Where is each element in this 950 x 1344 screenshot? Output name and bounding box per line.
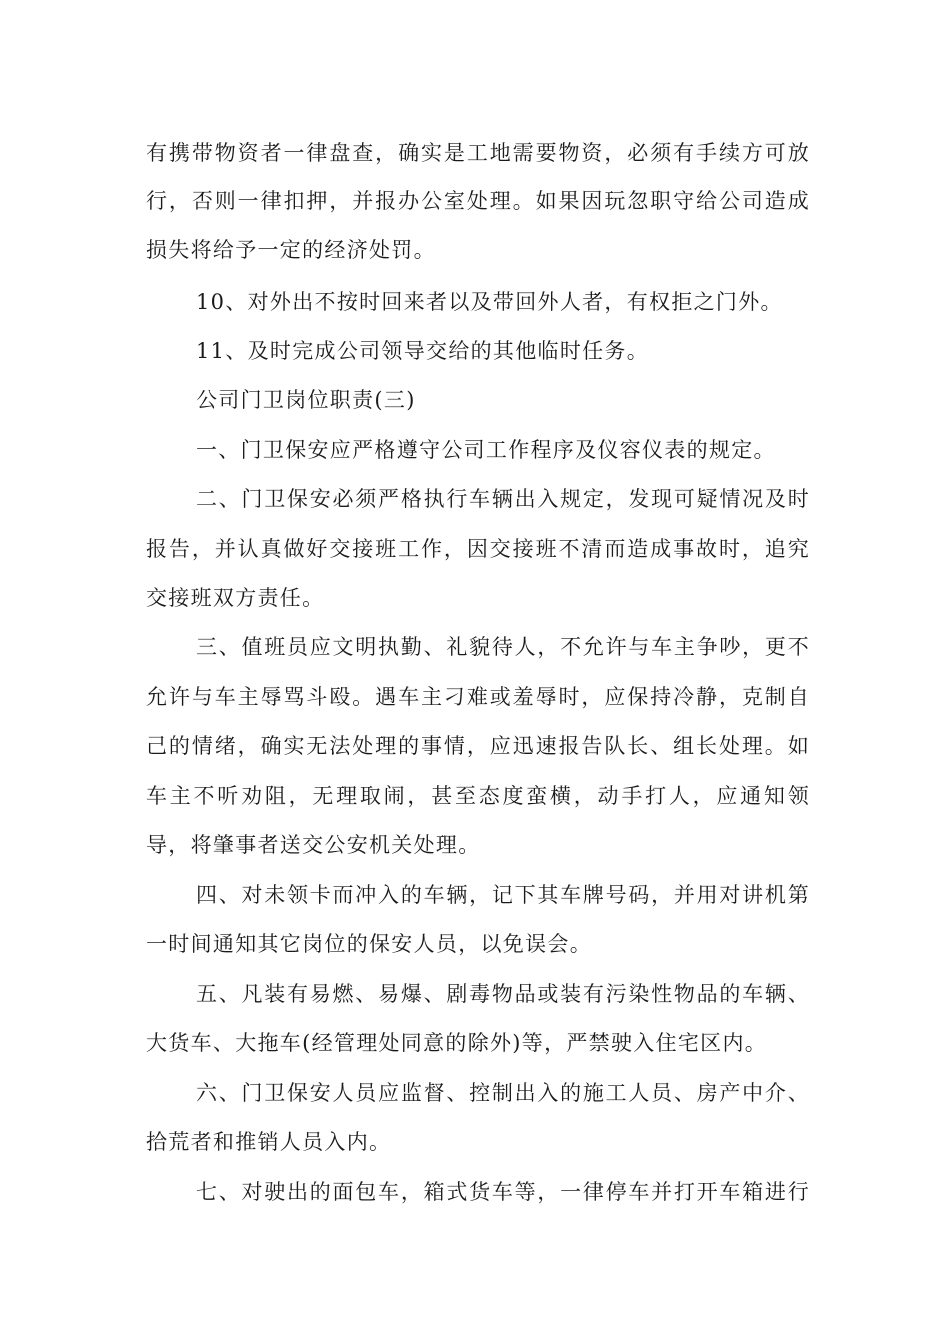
body-text-line: 己的情绪，确实无法处理的事情，应迅速报告队长、组长处理。如 bbox=[146, 734, 810, 758]
duty-item-1: 一、门卫保安应严格遵守公司工作程序及仪容仪表的规定。 bbox=[196, 438, 776, 462]
body-text-line: 拾荒者和推销人员入内。 bbox=[146, 1130, 392, 1154]
body-text-line: 损失将给予一定的经济处罚。 bbox=[146, 238, 436, 262]
body-text-line: 导，将肇事者送交公安机关处理。 bbox=[146, 833, 481, 857]
duty-item-4: 四、对未领卡而冲入的车辆，记下其车牌号码，并用对讲机第 bbox=[196, 883, 810, 907]
body-text-line: 允许与车主辱骂斗殴。遇车主刁难或羞辱时，应保持冷静，克制自 bbox=[146, 685, 810, 709]
duty-item-2: 二、门卫保安必须严格执行车辆出入规定，发现可疑情况及时 bbox=[196, 487, 810, 511]
duty-item-3: 三、值班员应文明执勤、礼貌待人，不允许与车主争吵，更不 bbox=[196, 635, 810, 659]
body-text-line: 交接班双方责任。 bbox=[146, 586, 325, 610]
body-text-line: 大货车、大拖车(经管理处同意的除外)等，严禁驶入住宅区内。 bbox=[146, 1031, 768, 1055]
body-text-line: 报告，并认真做好交接班工作，因交接班不清而造成事故时，追究 bbox=[146, 537, 810, 561]
section-heading: 公司门卫岗位职责(三) bbox=[196, 388, 416, 412]
duty-item-6: 六、门卫保安人员应监督、控制出入的施工人员、房产中介、 bbox=[196, 1081, 810, 1105]
duty-item-7: 七、对驶出的面包车，箱式货车等，一律停车并打开车箱进行 bbox=[196, 1180, 810, 1204]
list-item-11: 11、及时完成公司领导交给的其他临时任务。 bbox=[196, 339, 650, 363]
body-text-line: 车主不听劝阻，无理取闹，甚至态度蛮横，动手打人，应通知领 bbox=[146, 784, 810, 808]
body-text-line: 一时间通知其它岗位的保安人员，以免误会。 bbox=[146, 932, 592, 956]
body-text-line: 行，否则一律扣押，并报办公室处理。如果因玩忽职守给公司造成 bbox=[146, 189, 810, 213]
duty-item-5: 五、凡装有易燃、易爆、剧毒物品或装有污染性物品的车辆、 bbox=[196, 982, 810, 1006]
list-item-10: 10、对外出不按时回来者以及带回外人者，有权拒之门外。 bbox=[196, 290, 783, 314]
body-text-line: 有携带物资者一律盘查，确实是工地需要物资，必须有手续方可放 bbox=[146, 141, 810, 165]
